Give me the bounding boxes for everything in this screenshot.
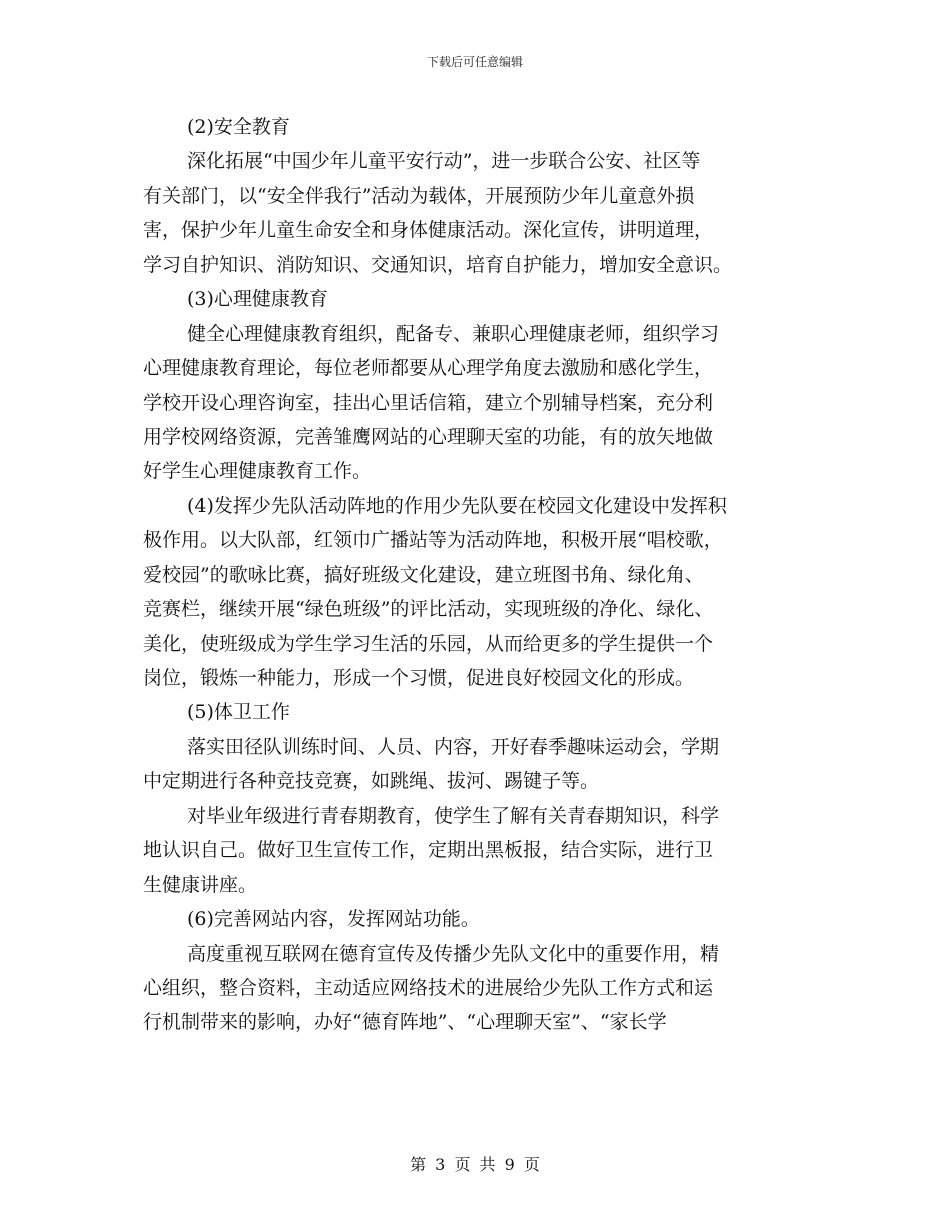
body-line: 用学校网络资源，完善雏鹰网站的心理聊天室的功能，有的放矢地做 bbox=[143, 425, 714, 448]
body-line: 健全心理健康教育组织，配备专、兼职心理健康老师，组织学习 bbox=[187, 322, 720, 345]
document-body bbox=[143, 110, 811, 1040]
body-line: 好学生心理健康教育工作。 bbox=[143, 460, 372, 483]
body-line: 中定期进行各种竞技竞赛，如跳绳、拔河、踢键子等。 bbox=[143, 770, 600, 793]
body-line: 害，保护少年儿童生命安全和身体健康活动。深化宣传，讲明道理， bbox=[143, 219, 714, 242]
body-line: 极作用。以大队部，红领巾广播站等为活动阵地，积极开展“唱校歌， bbox=[143, 529, 723, 552]
heading-mental-health: (3)心理健康教育 bbox=[187, 288, 328, 311]
body-line: 心理健康教育理论，每位老师都要从心理学角度去激励和感化学生， bbox=[143, 357, 714, 380]
body-line: 美化，使班级成为学生学习生活的乐园，从而给更多的学生提供一个 bbox=[143, 632, 714, 655]
body-line: 落实田径队训练时间、人员、内容，开好春季趣味运动会，学期 bbox=[187, 735, 720, 758]
body-line: 对毕业年级进行青春期教育，使学生了解有关青春期知识，科学 bbox=[187, 804, 720, 827]
body-line: 爱校园”的歌咏比赛，搞好班级文化建设，建立班图书角、绿化角、 bbox=[143, 563, 704, 586]
body-line: 学习自护知识、消防知识、交通知识，培育自护能力，增加安全意识。 bbox=[143, 253, 733, 276]
body-line: 学校开设心理咨询室，挂出心里话信箱，建立个别辅导档案，充分利 bbox=[143, 391, 714, 414]
body-line: 岗位，锻炼一种能力，形成一个习惯，促进良好校园文化的形成。 bbox=[143, 667, 695, 689]
heading-sports-health: (5)体卫工作 bbox=[187, 701, 290, 724]
body-line: 生健康讲座。 bbox=[143, 873, 258, 896]
heading-website: (6)完善网站内容，发挥网站功能。 bbox=[187, 908, 480, 931]
body-line: 有关部门，以“安全伴我行”活动为载体，开展预防少年儿童意外损 bbox=[143, 184, 695, 207]
page-header: 下载后可任意编辑 bbox=[426, 55, 523, 69]
body-line: 地认识自己。做好卫生宣传工作，定期出黑板报，结合实际，进行卫 bbox=[143, 839, 714, 862]
body-line: 行机制带来的影响，办好“德育阵地”、“心理聊天室”、“家长学 bbox=[143, 1011, 667, 1034]
body-line: 高度重视互联网在德育宣传及传播少先队文化中的重要作用，精 bbox=[187, 942, 720, 965]
page-number: 第 3 页 共 9 页 bbox=[410, 1155, 540, 1174]
body-line: 竞赛栏，继续开展“绿色班级”的评比活动，实现班级的净化、绿化、 bbox=[143, 598, 714, 621]
body-line: 深化拓展“中国少年儿童平安行动”，进一步联合公安、社区等 bbox=[187, 150, 701, 173]
body-line: 心组织，整合资料，主动适应网络技术的进展给少先队工作方式和运 bbox=[143, 976, 714, 999]
heading-young-pioneers: (4)发挥少先队活动阵地的作用少先队要在校园文化建设中发挥积 bbox=[187, 494, 727, 517]
heading-safety-education: (2)安全教育 bbox=[187, 116, 290, 138]
